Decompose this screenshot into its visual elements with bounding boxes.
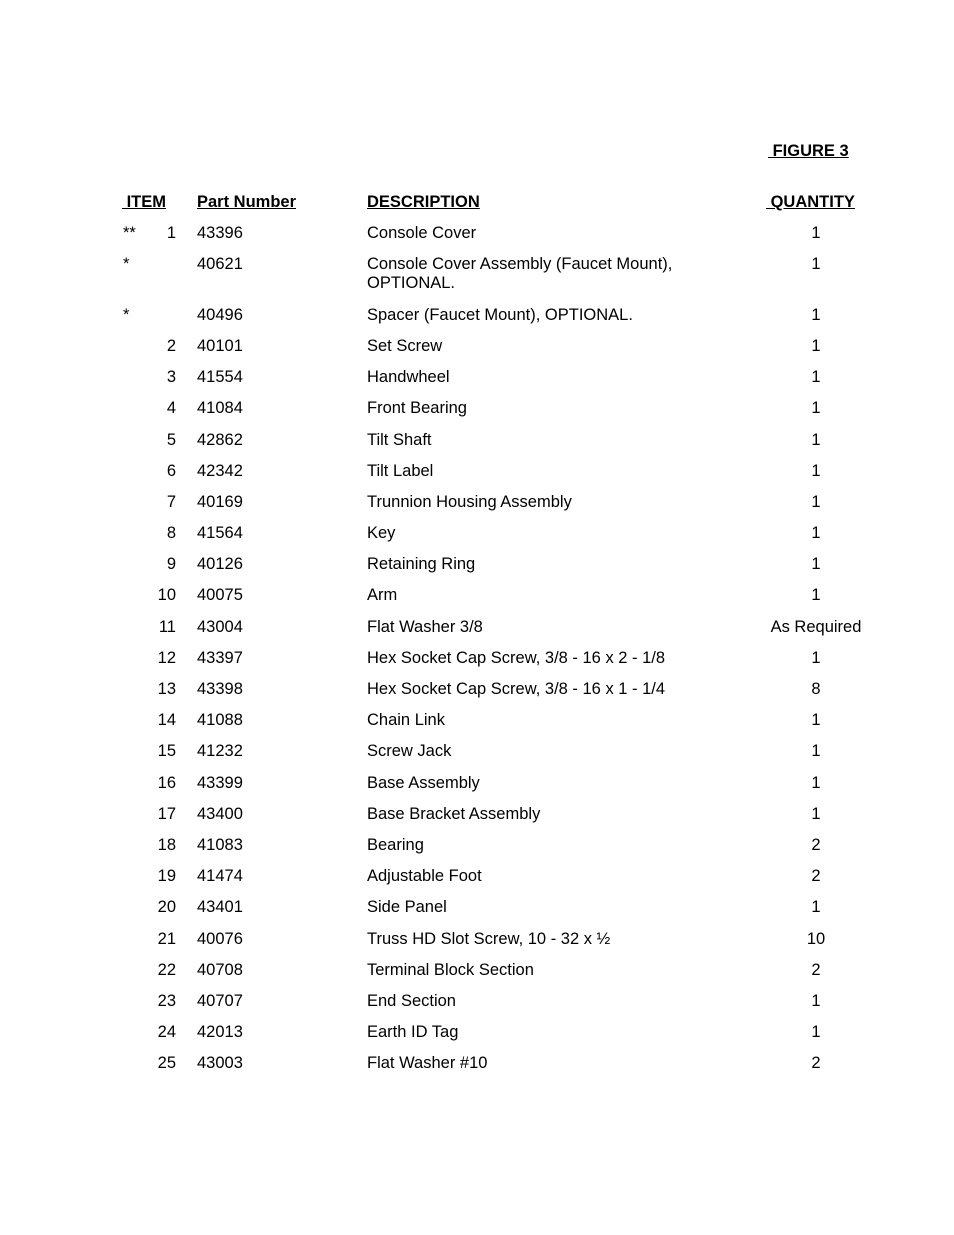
row-item-number: 8 bbox=[166, 524, 176, 543]
row-part-number: 40707 bbox=[197, 991, 243, 1010]
row-item-number: 16 bbox=[157, 773, 176, 792]
row-mark: * bbox=[123, 305, 130, 324]
row-description: Hex Socket Cap Screw, 3/8 - 16 x 1 - 1/4 bbox=[367, 680, 666, 699]
row-quantity: 1 bbox=[811, 586, 821, 605]
table-row bbox=[0, 224, 954, 255]
row-part-number: 40126 bbox=[197, 555, 243, 574]
row-description: Set Screw bbox=[367, 336, 443, 355]
table-row bbox=[0, 524, 954, 555]
row-part-number: 42862 bbox=[197, 430, 243, 449]
table-row bbox=[0, 399, 954, 430]
table-row bbox=[0, 368, 954, 399]
row-part-number: 43398 bbox=[197, 680, 243, 699]
row-part-number: 41083 bbox=[197, 835, 243, 854]
table-row bbox=[0, 306, 954, 337]
row-description: Bearing bbox=[367, 835, 424, 854]
row-quantity: 8 bbox=[811, 680, 821, 699]
table-row bbox=[0, 1054, 954, 1085]
row-description: Flat Washer #10 bbox=[367, 1054, 488, 1073]
table-row bbox=[0, 462, 954, 493]
row-part-number: 42013 bbox=[197, 1023, 243, 1042]
table-row bbox=[0, 961, 954, 992]
header-description: DESCRIPTION bbox=[367, 193, 480, 211]
table-row bbox=[0, 1023, 954, 1054]
row-quantity: 1 bbox=[811, 336, 821, 355]
row-quantity: 2 bbox=[811, 867, 821, 886]
table-row bbox=[0, 618, 954, 649]
row-quantity: 1 bbox=[811, 742, 821, 761]
row-item-number: 6 bbox=[166, 461, 176, 480]
row-part-number: 42342 bbox=[197, 461, 243, 480]
table-row bbox=[0, 836, 954, 867]
row-description: Adjustable Foot bbox=[367, 867, 482, 886]
row-part-number: 41564 bbox=[197, 524, 243, 543]
row-quantity: 1 bbox=[811, 711, 821, 730]
table-row bbox=[0, 711, 954, 742]
parts-table bbox=[0, 224, 954, 1085]
table-row bbox=[0, 493, 954, 524]
row-description: Flat Washer 3/8 bbox=[367, 617, 483, 636]
row-description: Tilt Label bbox=[367, 461, 434, 480]
row-quantity: 2 bbox=[811, 835, 821, 854]
row-item-number: 25 bbox=[157, 1054, 176, 1073]
row-quantity: As Required bbox=[770, 617, 862, 636]
row-description: Earth ID Tag bbox=[367, 1023, 459, 1042]
row-item-number: 13 bbox=[157, 680, 176, 699]
table-row bbox=[0, 742, 954, 773]
row-description: Base Bracket Assembly bbox=[367, 804, 541, 823]
table-row bbox=[0, 774, 954, 805]
row-part-number: 40101 bbox=[197, 336, 243, 355]
header-item: ITEM bbox=[122, 193, 166, 211]
table-row bbox=[0, 255, 954, 306]
row-part-number: 41088 bbox=[197, 711, 243, 730]
row-quantity: 1 bbox=[811, 305, 821, 324]
row-quantity: 1 bbox=[811, 773, 821, 792]
row-quantity: 1 bbox=[811, 430, 821, 449]
table-row bbox=[0, 898, 954, 929]
row-item-number: 21 bbox=[157, 929, 176, 948]
row-item-number: 14 bbox=[157, 711, 176, 730]
row-description: Terminal Block Section bbox=[367, 960, 534, 979]
row-part-number: 40075 bbox=[197, 586, 243, 605]
table-row bbox=[0, 555, 954, 586]
header-quantity: QUANTITY bbox=[766, 193, 855, 211]
row-item-number: 9 bbox=[166, 555, 176, 574]
row-description: Side Panel bbox=[367, 898, 447, 917]
row-quantity: 1 bbox=[811, 648, 821, 667]
table-row bbox=[0, 337, 954, 368]
row-part-number: 43399 bbox=[197, 773, 243, 792]
table-row bbox=[0, 431, 954, 462]
row-part-number: 40708 bbox=[197, 960, 243, 979]
row-item-number: 11 bbox=[158, 617, 176, 636]
row-description: Screw Jack bbox=[367, 742, 452, 761]
row-part-number: 41554 bbox=[197, 368, 243, 387]
row-part-number: 40496 bbox=[197, 305, 243, 324]
row-quantity: 1 bbox=[811, 224, 821, 242]
table-row bbox=[0, 930, 954, 961]
row-quantity: 1 bbox=[811, 991, 821, 1010]
row-description: Retaining Ring bbox=[367, 555, 476, 574]
row-description: Spacer (Faucet Mount), OPTIONAL. bbox=[367, 305, 633, 324]
row-item-number: 23 bbox=[157, 991, 176, 1010]
table-row bbox=[0, 680, 954, 711]
row-quantity: 1 bbox=[811, 255, 821, 274]
row-item-number: 4 bbox=[166, 399, 176, 418]
row-part-number: 41232 bbox=[197, 742, 243, 761]
row-part-number: 43400 bbox=[197, 804, 243, 823]
row-item-number: 5 bbox=[166, 430, 176, 449]
row-part-number: 40169 bbox=[197, 492, 243, 511]
row-description: Chain Link bbox=[367, 711, 445, 730]
row-mark: * bbox=[123, 255, 130, 274]
header-part-number: Part Number bbox=[197, 193, 297, 211]
row-description: Base Assembly bbox=[367, 773, 480, 792]
row-item-number: 17 bbox=[157, 804, 176, 823]
row-item-number: 20 bbox=[157, 898, 176, 917]
row-quantity: 1 bbox=[811, 524, 821, 543]
row-description: Tilt Shaft bbox=[367, 430, 432, 449]
row-description: Console Cover Assembly (Faucet Mount), OPTIONAL. bbox=[367, 255, 673, 293]
row-part-number: 40076 bbox=[197, 929, 243, 948]
row-quantity: 1 bbox=[811, 492, 821, 511]
row-item-number: 22 bbox=[157, 960, 176, 979]
row-description: Trunnion Housing Assembly bbox=[367, 492, 572, 511]
row-part-number: 41084 bbox=[197, 399, 243, 418]
row-quantity: 2 bbox=[811, 960, 821, 979]
row-item-number: 12 bbox=[157, 648, 176, 667]
row-quantity: 1 bbox=[811, 804, 821, 823]
table-row bbox=[0, 992, 954, 1023]
row-quantity: 2 bbox=[811, 1054, 821, 1073]
row-item-number: 24 bbox=[157, 1023, 176, 1042]
row-mark: ** bbox=[123, 224, 136, 242]
row-part-number: 41474 bbox=[197, 867, 243, 886]
table-row bbox=[0, 586, 954, 617]
row-quantity: 10 bbox=[806, 929, 826, 948]
row-quantity: 1 bbox=[811, 1023, 821, 1042]
row-description: Key bbox=[367, 524, 396, 543]
row-part-number: 43003 bbox=[197, 1054, 243, 1073]
row-description: Front Bearing bbox=[367, 399, 467, 418]
row-item-number: 15 bbox=[157, 742, 176, 761]
row-item-number: 19 bbox=[157, 867, 176, 886]
row-item-number: 7 bbox=[166, 492, 176, 511]
row-description: Handwheel bbox=[367, 368, 450, 387]
row-quantity: 1 bbox=[811, 898, 821, 917]
row-quantity: 1 bbox=[811, 368, 821, 387]
row-part-number: 43397 bbox=[197, 648, 243, 667]
row-item-number: 18 bbox=[157, 835, 176, 854]
row-description: Arm bbox=[367, 586, 398, 605]
table-row bbox=[0, 867, 954, 898]
row-quantity: 1 bbox=[811, 555, 821, 574]
row-part-number: 43004 bbox=[197, 617, 243, 636]
row-description: Hex Socket Cap Screw, 3/8 - 16 x 2 - 1/8 bbox=[367, 648, 666, 667]
table-row bbox=[0, 805, 954, 836]
figure-label: FIGURE 3 bbox=[768, 142, 849, 160]
row-part-number: 43401 bbox=[197, 898, 243, 917]
row-quantity: 1 bbox=[811, 461, 821, 480]
row-description: Console Cover bbox=[367, 224, 477, 242]
row-description: Truss HD Slot Screw, 10 - 32 x ½ bbox=[367, 929, 611, 948]
row-part-number: 43396 bbox=[197, 224, 243, 242]
table-row bbox=[0, 649, 954, 680]
row-item-number: 10 bbox=[157, 586, 176, 605]
row-item-number: 1 bbox=[166, 224, 176, 242]
row-item-number: 3 bbox=[166, 368, 176, 387]
row-item-number: 2 bbox=[166, 336, 176, 355]
row-description: End Section bbox=[367, 991, 456, 1010]
row-part-number: 40621 bbox=[197, 255, 243, 274]
row-quantity: 1 bbox=[811, 399, 821, 418]
